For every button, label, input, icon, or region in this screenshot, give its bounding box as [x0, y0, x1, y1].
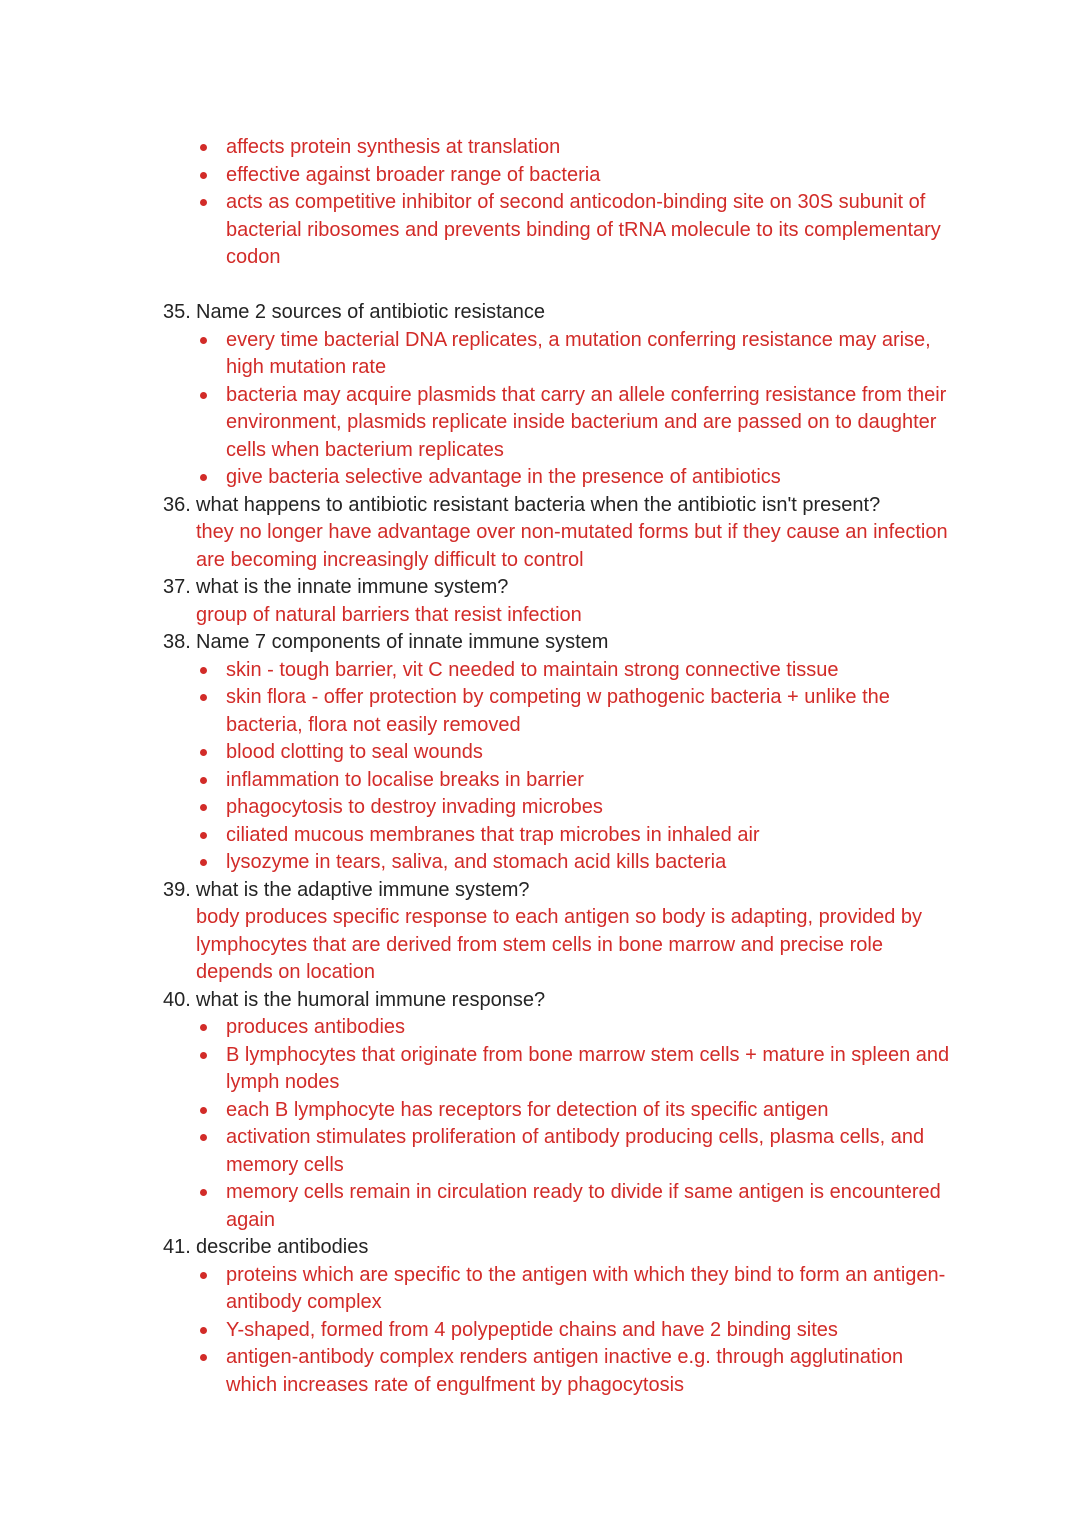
- bullet-text: lysozyme in tears, saliva, and stomach acid kills bacteria: [226, 851, 727, 873]
- bullet-text: ciliated mucous membranes that trap microbes in inhaled air: [226, 823, 760, 846]
- answer-bullet-item: [163, 1317, 955, 1345]
- bullet-text: acts as competitive inhibitor of second anticodon-binding site on 30S subunit of bacterial ribosomes and prevents binding of tRNA molecule to its complementary codon: [226, 191, 941, 268]
- question-text: what is the innate immune system?: [196, 576, 509, 598]
- question-list: [163, 299, 955, 1399]
- bullet-icon: [200, 849, 226, 866]
- question-row: [163, 877, 955, 905]
- bullet-icon: [200, 1179, 226, 1196]
- answer-bullet-item: [163, 1097, 955, 1125]
- question-row: [163, 574, 955, 602]
- bullet-text: affects protein synthesis at translation: [226, 136, 561, 158]
- bullet-icon: [200, 1042, 226, 1059]
- answer-bullet-list: [163, 657, 955, 877]
- bullet-text: give bacteria selective advantage in the presence of antibiotics: [226, 466, 781, 488]
- question-text: what is the adaptive immune system?: [196, 878, 530, 901]
- answer-bullet-item: [163, 849, 955, 877]
- question-item: [163, 987, 955, 1235]
- bullet-text: phagocytosis to destroy invading microbes: [226, 796, 603, 818]
- answer-bullet-item: [163, 794, 955, 822]
- question-number: 36.: [163, 493, 191, 516]
- bullet-text: every time bacterial DNA replicates, a mutation conferring resistance may arise, high mutation rate: [226, 328, 931, 378]
- carryover-bullet-list: [163, 134, 955, 272]
- question-text: Name 2 sources of antibiotic resistance: [196, 301, 546, 323]
- bullet-icon: [200, 1344, 226, 1361]
- question-number: 38.: [163, 631, 191, 653]
- question-item: [163, 629, 955, 877]
- answer-bullet-item: [163, 464, 955, 492]
- answer-bullet-item: [163, 1042, 955, 1097]
- bullet-icon: [200, 1097, 226, 1114]
- bullet-icon: [200, 767, 226, 784]
- question-row: [163, 492, 955, 520]
- answer-bullet-item: [163, 189, 955, 272]
- answer-bullet-item: [163, 1124, 955, 1179]
- bullet-icon: [200, 1317, 226, 1334]
- answer-text: body produces specific response to each antigen so body is adapting, provided by lymphocytes that are derived from stem cells in bone marrow and precise role depends on location: [196, 906, 923, 983]
- answer-bullet-item: [163, 739, 955, 767]
- question-item: [163, 574, 955, 629]
- bullet-text: B lymphocytes that originate from bone marrow stem cells + mature in spleen and lymph nodes: [226, 1043, 950, 1093]
- bullet-text: memory cells remain in circulation ready to divide if same antigen is encountered again: [226, 1181, 941, 1231]
- question-text: what is the humoral immune response?: [196, 988, 546, 1011]
- question-item: [163, 492, 955, 575]
- question-row: [163, 987, 955, 1015]
- answer-bullet-item: [163, 382, 955, 465]
- question-row: [163, 299, 955, 327]
- question-item: [163, 299, 955, 492]
- bullet-text: proteins which are specific to the antigen with which they bind to form an antigen-antibody complex: [226, 1263, 946, 1313]
- question-number: 40.: [163, 988, 191, 1011]
- answer-text: group of natural barriers that resist infection: [196, 603, 582, 626]
- bullet-icon: [200, 327, 226, 344]
- answer-bullet-item: [163, 684, 955, 739]
- bullet-icon: [200, 134, 226, 151]
- bullet-text: inflammation to localise breaks in barrier: [226, 768, 584, 791]
- bullet-text: activation stimulates proliferation of antibody producing cells, plasma cells, and memory cells: [226, 1126, 925, 1176]
- answer-bullet-item: [163, 327, 955, 382]
- bullet-icon: [200, 1014, 226, 1031]
- bullet-icon: [200, 822, 226, 839]
- answer-bullet-item: [163, 657, 955, 685]
- question-text: describe antibodies: [196, 1236, 369, 1258]
- bullet-text: antigen-antibody complex renders antigen inactive e.g. through agglutination which increases rate of engulfment by phagocytosis: [226, 1346, 904, 1396]
- question-text: what happens to antibiotic resistant bacteria when the antibiotic isn't present?: [196, 493, 881, 516]
- bullet-icon: [200, 464, 226, 481]
- bullet-text: effective against broader range of bacteria: [226, 163, 601, 186]
- bullet-icon: [200, 189, 226, 206]
- question-item: [163, 877, 955, 987]
- question-text: Name 7 components of innate immune system: [196, 631, 609, 653]
- bullet-icon: [200, 739, 226, 756]
- question-number: 37.: [163, 576, 191, 598]
- bullet-text: skin - tough barrier, vit C needed to maintain strong connective tissue: [226, 658, 839, 681]
- bullet-text: Y-shaped, formed from 4 polypeptide chains and have 2 binding sites: [226, 1318, 838, 1341]
- answer-bullet-item: [163, 1344, 955, 1399]
- answer-bullet-list: [163, 1262, 955, 1400]
- bullet-icon: [200, 794, 226, 811]
- answer-bullet-item: [163, 1262, 955, 1317]
- question-item: [163, 1234, 955, 1399]
- bullet-text: produces antibodies: [226, 1016, 406, 1038]
- answer-bullet-list: [163, 1014, 955, 1234]
- answer-bullet-item: [163, 1179, 955, 1234]
- question-number: 35.: [163, 301, 191, 323]
- answer-bullet-list: [163, 327, 955, 492]
- answer-bullet-item: [163, 822, 955, 850]
- answer-bullet-item: [163, 162, 955, 190]
- bullet-icon: [200, 684, 226, 701]
- bullet-icon: [200, 657, 226, 674]
- answer-bullet-item: [163, 134, 955, 162]
- bullet-icon: [200, 382, 226, 399]
- bullet-icon: [200, 1124, 226, 1141]
- answer-bullet-item: [163, 767, 955, 795]
- page-content: [163, 134, 955, 1399]
- bullet-icon: [200, 1262, 226, 1279]
- bullet-text: blood clotting to seal wounds: [226, 741, 483, 763]
- question-number: 41.: [163, 1236, 191, 1258]
- answer-bullet-item: [163, 1014, 955, 1042]
- bullet-text: bacteria may acquire plasmids that carry an allele conferring resistance from their environment, plasmids replicate inside bacterium and are passed on to daughter cells when bacterium replicates: [226, 383, 947, 461]
- bullet-text: each B lymphocyte has receptors for detection of its specific antigen: [226, 1098, 829, 1121]
- question-number: 39.: [163, 878, 191, 901]
- bullet-icon: [200, 162, 226, 179]
- bullet-text: skin flora - offer protection by competing w pathogenic bacteria + unlike the bacteria, flora not easily removed: [226, 686, 890, 736]
- question-row: [163, 629, 955, 657]
- answer-text: they no longer have advantage over non-mutated forms but if they cause an infection are becoming increasingly difficult to control: [196, 521, 948, 571]
- question-row: [163, 1234, 955, 1262]
